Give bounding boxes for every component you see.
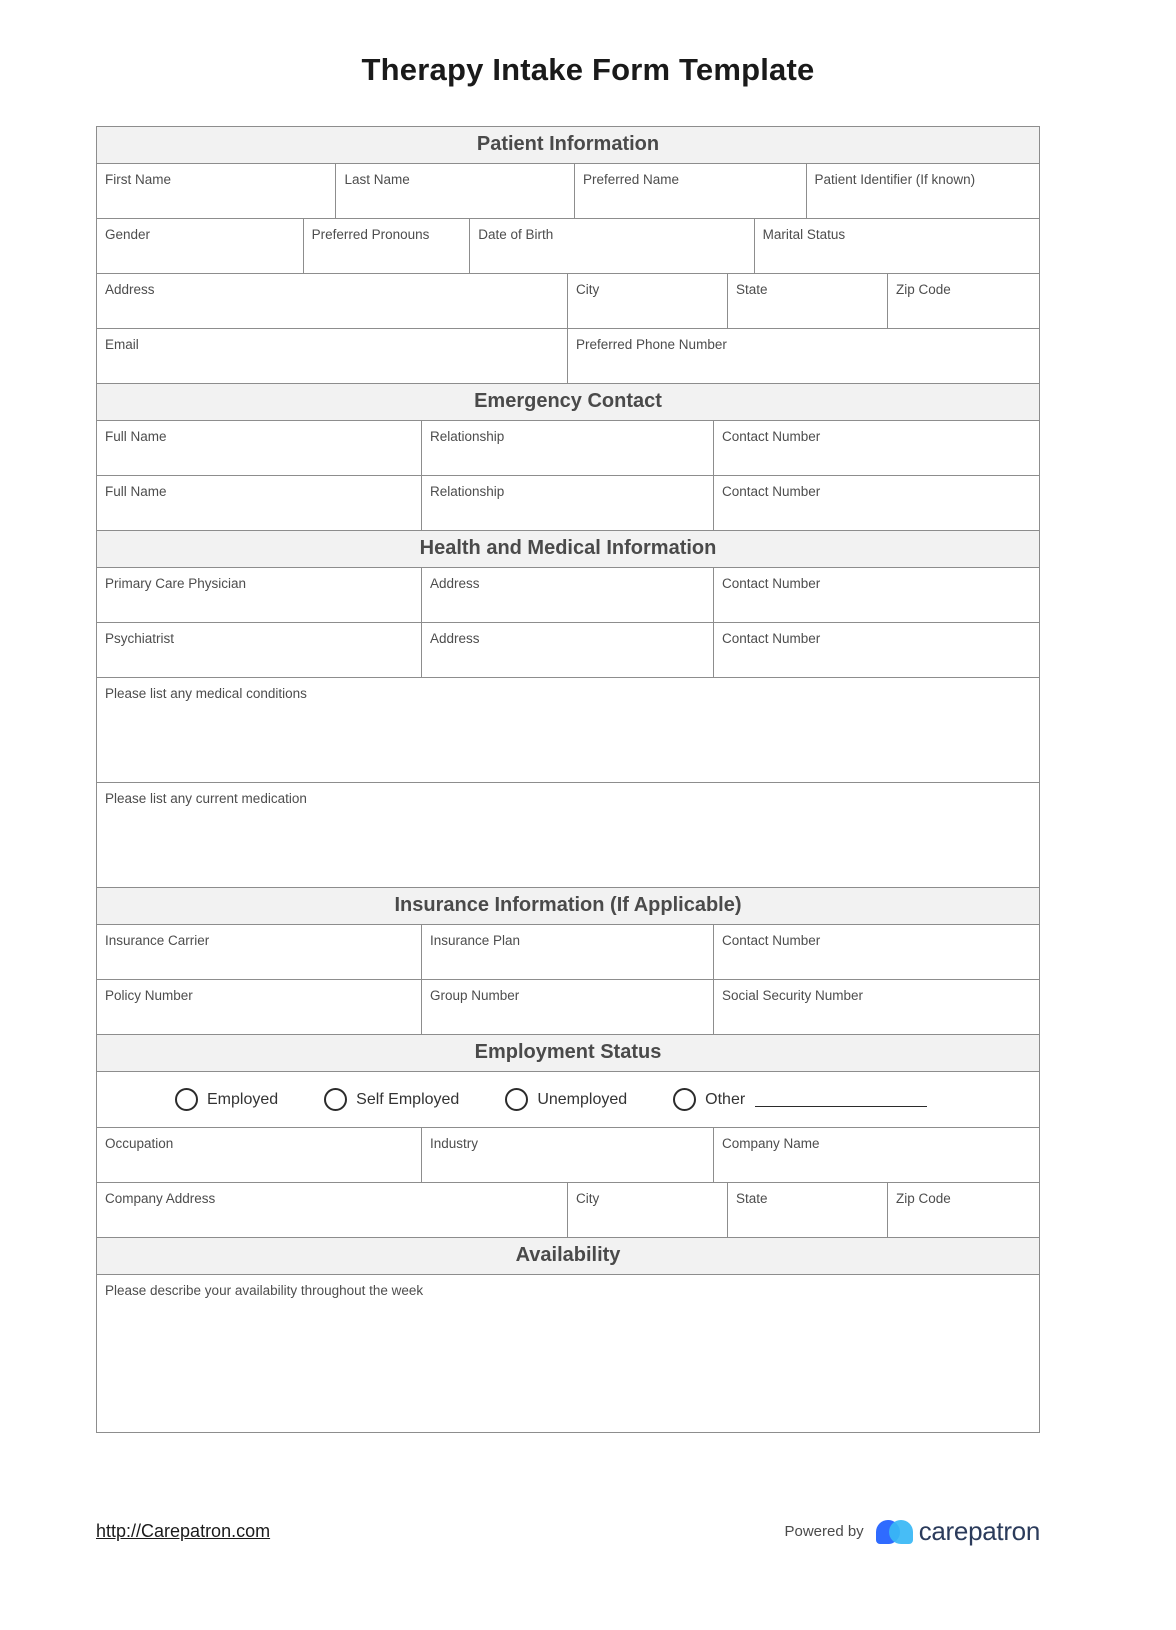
field-preferred-pronouns[interactable] bbox=[304, 219, 471, 273]
section-header-health-and-medical-information: Health and Medical Information bbox=[97, 531, 1039, 568]
radio-option-self-employed[interactable] bbox=[324, 1088, 459, 1111]
carepatron-mark-icon bbox=[876, 1519, 914, 1545]
section-header-availability: Availability bbox=[97, 1238, 1039, 1275]
section-header-emergency-contact: Emergency Contact bbox=[97, 384, 1039, 421]
radio-circle-icon[interactable] bbox=[175, 1088, 198, 1111]
field-current-medication[interactable] bbox=[97, 783, 1039, 887]
field-label: Contact Number bbox=[722, 429, 821, 444]
field-emergency2-contact-number[interactable] bbox=[714, 476, 1039, 530]
field-insurance-plan[interactable] bbox=[422, 925, 714, 979]
field-label: Group Number bbox=[430, 988, 520, 1003]
field-label: Contact Number bbox=[722, 484, 821, 499]
radio-option-unemployed[interactable] bbox=[505, 1088, 627, 1111]
field-label: Insurance Carrier bbox=[105, 933, 210, 948]
form-row bbox=[97, 329, 1039, 384]
form-row bbox=[97, 274, 1039, 329]
field-emergency2-full-name[interactable] bbox=[97, 476, 422, 530]
radio-label: Employed bbox=[207, 1090, 279, 1108]
field-email[interactable] bbox=[97, 329, 568, 383]
form-row bbox=[97, 783, 1039, 888]
radio-label: Unemployed bbox=[537, 1090, 628, 1108]
radio-option-other[interactable] bbox=[673, 1088, 927, 1111]
field-city[interactable] bbox=[568, 274, 728, 328]
field-occupation[interactable] bbox=[97, 1128, 422, 1182]
field-label: Date of Birth bbox=[478, 227, 554, 242]
form-row bbox=[97, 925, 1039, 980]
form-row bbox=[97, 1275, 1039, 1433]
field-primary-care-physician[interactable] bbox=[97, 568, 422, 622]
field-label: Contact Number bbox=[722, 933, 821, 948]
field-label: Zip Code bbox=[896, 282, 951, 297]
field-label: Please list any current medication bbox=[105, 791, 307, 806]
carepatron-link[interactable]: http://Carepatron.com bbox=[96, 1521, 271, 1541]
field-label: Company Address bbox=[105, 1191, 216, 1206]
radio-option-employed[interactable] bbox=[175, 1088, 278, 1111]
other-text-input[interactable] bbox=[755, 1093, 927, 1107]
field-label: Preferred Phone Number bbox=[576, 337, 727, 352]
section-header-insurance-information: Insurance Information (If Applicable) bbox=[97, 888, 1039, 925]
form-row bbox=[97, 219, 1039, 274]
field-label: Zip Code bbox=[896, 1191, 951, 1206]
section-header-employment-status: Employment Status bbox=[97, 1035, 1039, 1072]
field-label: Psychiatrist bbox=[105, 631, 175, 646]
radio-circle-icon[interactable] bbox=[673, 1088, 696, 1111]
powered-by-label: Powered by bbox=[784, 1523, 864, 1540]
field-label: Full Name bbox=[105, 429, 167, 444]
form-row bbox=[97, 1183, 1039, 1238]
field-label: Primary Care Physician bbox=[105, 576, 247, 591]
form-row bbox=[97, 164, 1039, 219]
field-company-zip-code[interactable] bbox=[888, 1183, 1039, 1237]
field-policy-number[interactable] bbox=[97, 980, 422, 1034]
field-label: State bbox=[736, 1191, 768, 1206]
form-row bbox=[97, 980, 1039, 1035]
field-state[interactable] bbox=[728, 274, 888, 328]
field-marital-status[interactable] bbox=[755, 219, 1039, 273]
field-label: Address bbox=[430, 576, 480, 591]
brand-name-part2: patron bbox=[968, 1516, 1040, 1546]
form-row bbox=[97, 568, 1039, 623]
field-label: Relationship bbox=[430, 484, 505, 499]
field-company-city[interactable] bbox=[568, 1183, 728, 1237]
field-label: Occupation bbox=[105, 1136, 174, 1151]
field-label: Preferred Name bbox=[582, 172, 680, 187]
field-patient-identifier[interactable] bbox=[807, 164, 1040, 218]
carepatron-wordmark bbox=[919, 1516, 1040, 1547]
field-insurance-contact-number[interactable] bbox=[714, 925, 1039, 979]
carepatron-logo bbox=[876, 1516, 1040, 1547]
field-label: Full Name bbox=[105, 484, 167, 499]
section-header-patient-information: Patient Information bbox=[97, 127, 1039, 164]
field-emergency1-full-name[interactable] bbox=[97, 421, 422, 475]
form-row bbox=[97, 678, 1039, 783]
field-psychiatrist-address[interactable] bbox=[422, 623, 714, 677]
field-label: First Name bbox=[105, 172, 172, 187]
field-label: City bbox=[576, 282, 600, 297]
field-label: Insurance Plan bbox=[430, 933, 521, 948]
field-preferred-phone-number[interactable] bbox=[568, 329, 1039, 383]
radio-label: Self Employed bbox=[356, 1090, 460, 1108]
field-zip-code[interactable] bbox=[888, 274, 1039, 328]
field-physician-contact-number[interactable] bbox=[714, 568, 1039, 622]
field-company-address[interactable] bbox=[97, 1183, 568, 1237]
field-label: Contact Number bbox=[722, 631, 821, 646]
field-emergency1-contact-number[interactable] bbox=[714, 421, 1039, 475]
field-label: Please describe your availability throughout the week bbox=[105, 1283, 424, 1298]
field-company-state[interactable] bbox=[728, 1183, 888, 1237]
field-psychiatrist[interactable] bbox=[97, 623, 422, 677]
field-company-name[interactable] bbox=[714, 1128, 1039, 1182]
field-label: Preferred Pronouns bbox=[311, 227, 430, 242]
field-label: Gender bbox=[105, 227, 151, 242]
form-row bbox=[97, 1128, 1039, 1183]
form-row bbox=[97, 421, 1039, 476]
page-title: Therapy Intake Form Template bbox=[361, 52, 815, 87]
field-medical-conditions[interactable] bbox=[97, 678, 1039, 782]
field-label: Address bbox=[430, 631, 480, 646]
field-physician-address[interactable] bbox=[422, 568, 714, 622]
field-label: City bbox=[576, 1191, 600, 1206]
radio-label: Other bbox=[705, 1090, 746, 1108]
page-footer bbox=[96, 1516, 1040, 1547]
field-label: Company Name bbox=[722, 1136, 820, 1151]
field-last-name[interactable] bbox=[336, 164, 575, 218]
field-label: Policy Number bbox=[105, 988, 193, 1003]
field-date-of-birth[interactable] bbox=[470, 219, 754, 273]
brand-name-part1: care bbox=[918, 1516, 969, 1546]
field-social-security-number[interactable] bbox=[714, 980, 1039, 1034]
employment-status-options bbox=[97, 1072, 1039, 1128]
field-label: Please list any medical conditions bbox=[105, 686, 307, 701]
radio-circle-icon[interactable] bbox=[324, 1088, 347, 1111]
field-insurance-carrier[interactable] bbox=[97, 925, 422, 979]
field-industry[interactable] bbox=[422, 1128, 714, 1182]
field-emergency1-relationship[interactable] bbox=[422, 421, 714, 475]
field-label: Industry bbox=[430, 1136, 479, 1151]
field-label: Address bbox=[105, 282, 155, 297]
field-group-number[interactable] bbox=[422, 980, 714, 1034]
field-label: Patient Identifier (If known) bbox=[814, 172, 976, 187]
field-label: Social Security Number bbox=[722, 988, 864, 1003]
field-label: Last Name bbox=[344, 172, 410, 187]
field-address[interactable] bbox=[97, 274, 568, 328]
form-row bbox=[97, 623, 1039, 678]
field-preferred-name[interactable] bbox=[575, 164, 807, 218]
field-label: Relationship bbox=[430, 429, 505, 444]
field-gender[interactable] bbox=[97, 219, 304, 273]
field-first-name[interactable] bbox=[97, 164, 336, 218]
field-emergency2-relationship[interactable] bbox=[422, 476, 714, 530]
field-label: Marital Status bbox=[762, 227, 846, 242]
field-label: Contact Number bbox=[722, 576, 821, 591]
field-label: State bbox=[736, 282, 768, 297]
form-row bbox=[97, 476, 1039, 531]
radio-circle-icon[interactable] bbox=[505, 1088, 528, 1111]
field-psychiatrist-contact-number[interactable] bbox=[714, 623, 1039, 677]
field-label: Email bbox=[105, 337, 139, 352]
field-availability-description[interactable] bbox=[97, 1275, 1039, 1432]
powered-by-block bbox=[784, 1516, 1040, 1547]
intake-form bbox=[96, 126, 1040, 1433]
